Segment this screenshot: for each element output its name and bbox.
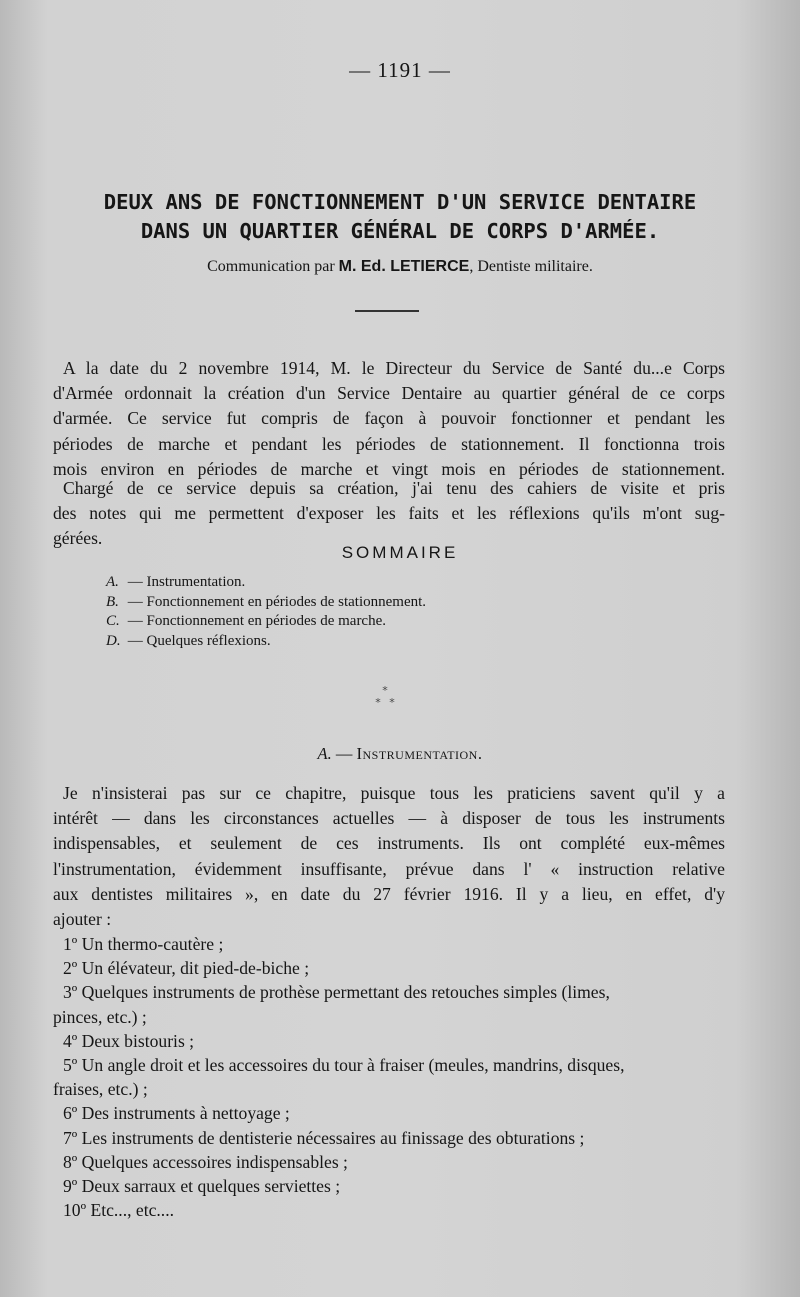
instrument-list-line: [53, 1150, 725, 1174]
instrument-list-item: [53, 1029, 725, 1053]
summary-item-letter: D.: [106, 632, 121, 649]
instrument-list-text: Quelques instruments de prothèse permettant des retouches simples (limes,: [81, 982, 610, 1003]
summary-item: [106, 612, 426, 632]
article-title: [40, 188, 760, 246]
instrument-list-item: [53, 956, 725, 980]
instrument-list-number: 7º: [63, 1127, 78, 1148]
instrument-list-line: [53, 1077, 725, 1101]
instrument-list-number: 3º: [63, 982, 78, 1003]
instrument-list-number: 1º: [63, 934, 78, 954]
summary-item-letter: A.: [106, 574, 119, 590]
page-number: — 1191 —: [349, 58, 451, 82]
instrument-list-text: Un thermo-cautère ;: [81, 934, 224, 954]
instrument-list: [53, 932, 725, 1222]
instrument-list-text: pinces, etc.) ;: [53, 1006, 147, 1027]
summary-item: [106, 573, 426, 593]
second-line: gérées.: [53, 528, 103, 549]
instrument-list-number: 2º: [63, 958, 78, 979]
instrument-list-item: [53, 1150, 725, 1174]
instrument-list-line: [53, 1101, 725, 1125]
summary-item-letter: C.: [106, 613, 120, 629]
byline-suffix: , Dentiste militaire.: [469, 258, 593, 275]
summary-item: [106, 632, 426, 652]
summary-item-text: — Quelques réflexions.: [127, 632, 271, 649]
instrument-list-line: [53, 1053, 725, 1077]
section-a-paragraph: [53, 781, 725, 932]
instrument-list-line: [53, 1198, 725, 1222]
section-a-line: intérêt — dans les circonstances actuelles — à disposer de tous les instruments: [53, 808, 725, 829]
instrument-list-text: Etc..., etc....: [90, 1200, 175, 1221]
instrument-list-number: 8º: [63, 1151, 78, 1172]
instrument-list-item: [53, 1174, 725, 1198]
instrument-list-item: [53, 1053, 725, 1101]
section-a-line: Je n'insisterai pas sur ce chapitre, puisque tous les praticiens savent qu'il y a: [63, 783, 725, 803]
intro-line: périodes de marche et pendant les périodes de stationnement. Il fonctionna trois: [53, 433, 725, 454]
section-dash: —: [335, 744, 353, 763]
instrument-list-line: [53, 932, 725, 956]
instrument-list-text: fraises, etc.) ;: [53, 1079, 148, 1100]
instrument-list-number: 9º: [63, 1176, 78, 1197]
section-a-line: l'instrumentation, évidemment insuffisante, prévue dans l' « instruction relative: [53, 858, 725, 879]
title-line-1: DEUX ANS DE FONCTIONNEMENT D'UN SERVICE DENTAIRE: [103, 190, 697, 214]
instrument-list-item: [53, 932, 725, 956]
title-divider: [355, 310, 419, 312]
section-label: Instrumentation.: [356, 744, 483, 763]
instrument-list-text: Deux sarraux et quelques serviettes ;: [81, 1176, 341, 1197]
instrument-list-number: 5º: [63, 1055, 78, 1076]
svg-text:*: *: [389, 696, 395, 709]
instrument-list-text: Deux bistouris ;: [81, 1030, 195, 1051]
instrument-list-line: [53, 1005, 725, 1029]
instrument-list-text: Des instruments à nettoyage ;: [81, 1103, 290, 1124]
byline: [0, 258, 800, 276]
instrument-list-item: [53, 1126, 725, 1150]
instrument-list-text: Quelques accessoires indispensables ;: [81, 1151, 348, 1172]
instrument-list-text: Un angle droit et les accessoires du tour à fraiser (meules, mandrins, disques,: [81, 1055, 625, 1076]
section-a-line: ajouter :: [53, 909, 112, 930]
instrument-list-text: Les instruments de dentisterie nécessaires au finissage des obturations ;: [81, 1127, 585, 1148]
asterism-icon: [370, 684, 400, 714]
summary-item: [106, 593, 426, 613]
instrument-list-number: 4º: [63, 1030, 78, 1051]
section-letter: A.: [317, 744, 332, 763]
svg-text:*: *: [375, 696, 381, 709]
title-line-2: DANS UN QUARTIER GÉNÉRAL DE CORPS D'ARMÉE.: [140, 219, 660, 243]
instrument-list-item: [53, 980, 725, 1028]
summary-item-text: — Instrumentation.: [127, 574, 246, 590]
second-paragraph: [53, 476, 725, 552]
summary-item-text: — Fonctionnement en périodes de stationnement.: [127, 593, 427, 610]
byline-author: M. Ed. LETIERCE: [338, 258, 470, 275]
summary-list: [106, 573, 426, 651]
section-a-line: aux dentistes militaires », en date du 27 février 1916. Il y a lieu, en effet, d'y: [53, 883, 725, 904]
instrument-list-number: 10º: [63, 1200, 87, 1221]
second-line: Chargé de ce service depuis sa création, j'ai tenu des cahiers de visite et pris: [63, 478, 725, 498]
intro-line: mois environ en périodes de marche et vingt mois en périodes de stationnement.: [53, 458, 725, 479]
summary-item-text: — Fonctionnement en périodes de marche.: [127, 613, 387, 629]
section-separator-asterisks: [370, 684, 400, 714]
instrument-list-line: [53, 980, 725, 1004]
instrument-list-text: Un élévateur, dit pied-de-biche ;: [81, 958, 310, 979]
instrument-list-line: [53, 1029, 725, 1053]
section-heading: [0, 744, 800, 764]
second-line: des notes qui me permettent d'exposer les faits et les réflexions qu'ils m'ont sug-: [53, 503, 725, 524]
instrument-list-line: [53, 1126, 725, 1150]
instrument-list-item: [53, 1101, 725, 1125]
instrument-list-line: [53, 1174, 725, 1198]
intro-line: d'Armée ordonnait la création d'un Service Dentaire au quartier général de ce corps: [53, 383, 725, 404]
summary-item-letter: B.: [106, 593, 119, 610]
svg-text:*: *: [382, 684, 388, 697]
intro-paragraph: [53, 356, 725, 482]
section-a-line: indispensables, et seulement de ces instruments. Ils ont complété eux-mêmes: [53, 833, 725, 854]
instrument-list-number: 6º: [63, 1103, 78, 1124]
instrument-list-item: [53, 1198, 725, 1222]
summary-heading: SOMMAIRE: [341, 543, 459, 562]
intro-line: A la date du 2 novembre 1914, M. le Directeur du Service de Santé du...e Corps: [63, 358, 725, 378]
intro-line: d'armée. Ce service fut compris de façon à pouvoir fonctionner et pendant les: [53, 408, 725, 429]
byline-prefix: Communication par: [207, 258, 335, 275]
instrument-list-line: [53, 956, 725, 980]
